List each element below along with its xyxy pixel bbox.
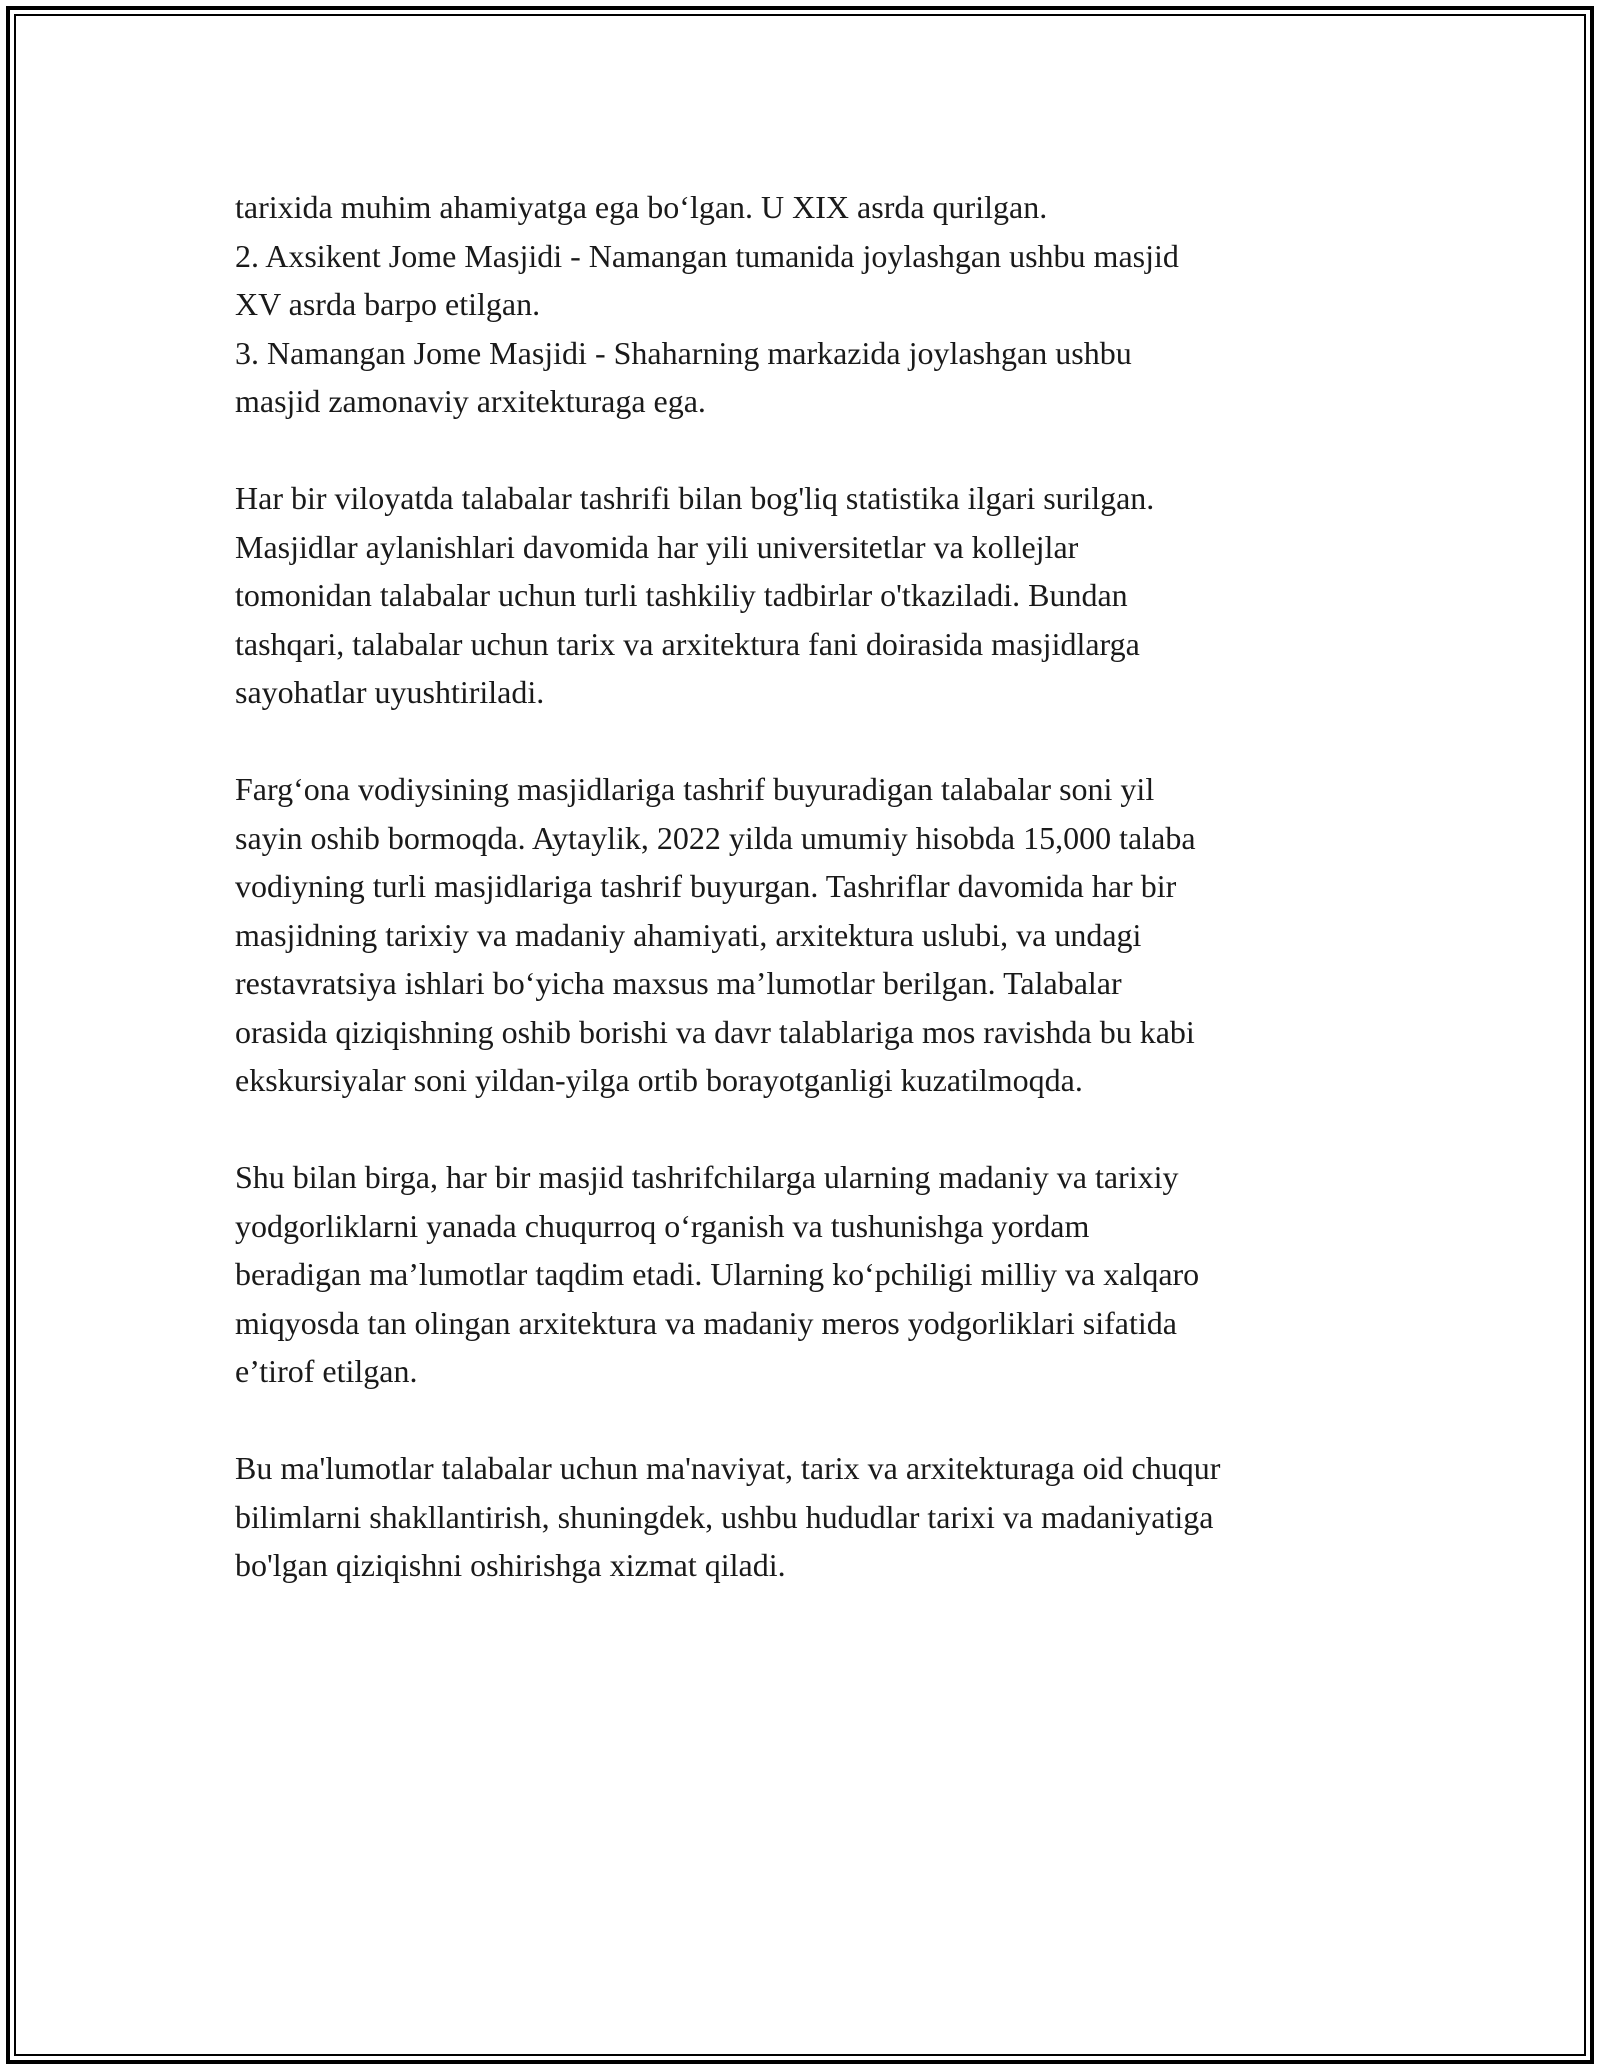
text-line: miqyosda tan olingan arxitektura va madaniy meros yodgorliklari sifatida	[235, 1304, 1177, 1341]
text-line: Har bir viloyatda talabalar tashrifi bilan bog'liq statistika ilgari surilgan.	[235, 480, 1155, 516]
text-line: tarixida muhim ahamiyatga ega bo‘lgan. U XIX asrda qurilgan.	[235, 189, 1048, 225]
text-line: Farg‘ona vodiysining masjidlariga tashrif buyuradigan talabalar soni yil	[235, 771, 1155, 807]
text-line: bilimlarni shakllantirish, shuningdek, ushbu hududlar tarixi va madaniyatiga	[235, 1498, 1214, 1535]
document-body	[235, 183, 1385, 1590]
text-line: ekskursiyalar soni yildan-yilga ortib borayotganligi kuzatilmoqda.	[235, 1062, 1083, 1098]
paragraph-conclusion	[235, 1444, 1385, 1590]
paragraph-fergana-visits	[235, 765, 1385, 1105]
text-line: Masjidlar aylanishlari davomida har yili universitetlar va kollejlar	[235, 528, 1079, 565]
text-line: masjid zamonaviy arxitekturaga ega.	[235, 383, 706, 419]
paragraph-mosque-list-continued	[235, 183, 1385, 426]
text-line: restavratsiya ishlari bo‘yicha maxsus ma’lumotlar berilgan. Talabalar	[235, 965, 1122, 1001]
paragraph-heritage-recognition	[235, 1153, 1385, 1396]
text-line: bo'lgan qiziqishni oshirishga xizmat qiladi.	[235, 1547, 786, 1583]
text-line: 3. Namangan Jome Masjidi - Shaharning markazida joylashgan ushbu	[235, 334, 1132, 371]
text-line: vodiyning turli masjidlariga tashrif buyurgan. Tashriflar davomida har bir	[235, 868, 1177, 904]
text-line: tashqari, talabalar uchun tarix va arxitektura fani doirasida masjidlarga	[235, 625, 1140, 662]
text-line: masjidning tarixiy va madaniy ahamiyati, arxitektura uslubi, va undagi	[235, 916, 1142, 953]
text-line: Bu ma'lumotlar talabalar uchun ma'naviyat, tarix va arxitekturaga oid chuqur	[235, 1450, 1221, 1486]
text-line: beradigan ma’lumotlar taqdim etadi. Ularning ko‘pchiligi milliy va xalqaro	[235, 1256, 1200, 1292]
text-line: e’tirof etilgan.	[235, 1353, 418, 1389]
text-line: 2. Axsikent Jome Masjidi - Namangan tumanida joylashgan ushbu masjid	[235, 237, 1179, 274]
text-line: sayohatlar uyushtiriladi.	[235, 674, 545, 710]
text-line: Shu bilan birga, har bir masjid tashrifchilarga ularning madaniy va tarixiy	[235, 1159, 1179, 1195]
paragraph-student-statistics	[235, 474, 1385, 717]
text-line: orasida qiziqishning oshib borishi va davr talablariga mos ravishda bu kabi	[235, 1013, 1195, 1050]
text-line: XV asrda barpo etilgan.	[235, 286, 541, 322]
text-line: yodgorliklarni yanada chuqurroq o‘rganish va tushunishga yordam	[235, 1207, 1090, 1244]
text-line: sayin oshib bormoqda. Aytaylik, 2022 yilda umumiy hisobda 15,000 talaba	[235, 819, 1196, 856]
text-line: tomonidan talabalar uchun turli tashkiliy tadbirlar o'tkaziladi. Bundan	[235, 577, 1128, 613]
